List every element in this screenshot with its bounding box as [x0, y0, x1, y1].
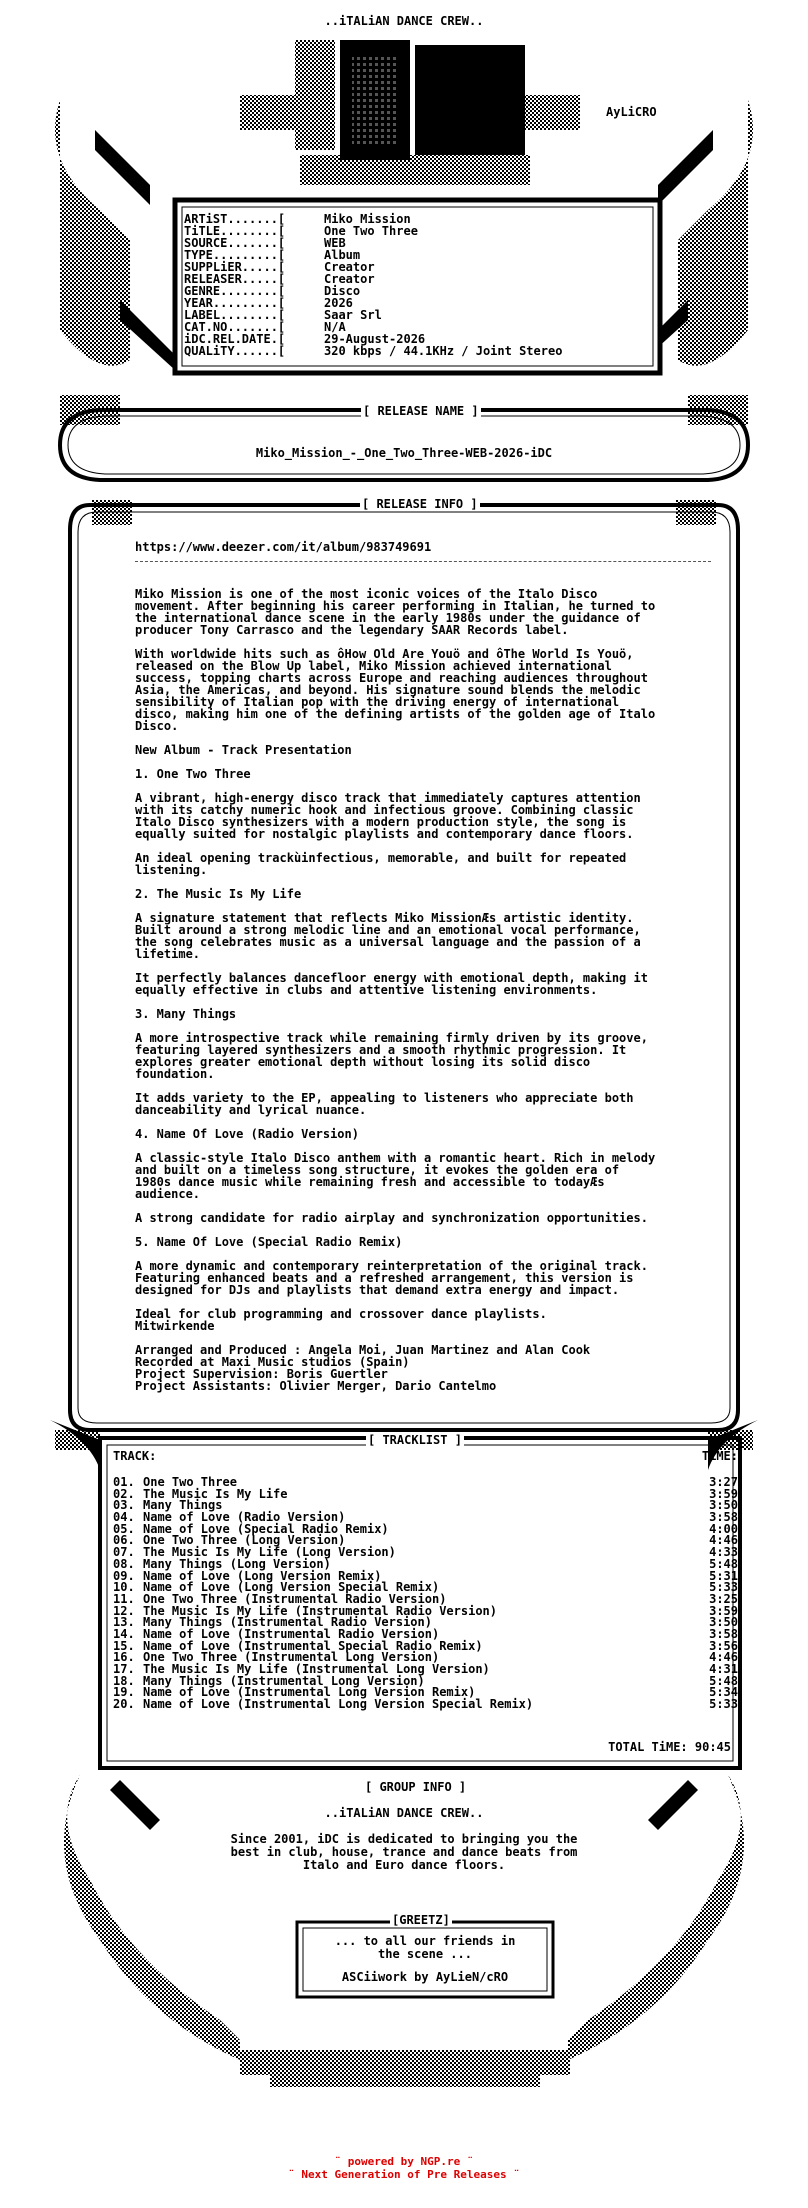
track-number: 10.: [113, 1580, 135, 1595]
track-title: Name of Love (Special Radio Remix): [143, 1521, 389, 1536]
track-number: 06.: [113, 1533, 135, 1548]
description-paragraph: 1. One Two Three: [135, 767, 251, 781]
track-title: Many Things (Instrumental Radio Version): [143, 1615, 432, 1630]
description-paragraph: A classic-style Italo Disco anthem with a romantic heart. Rich in melody and built on a timeless song structure, it evokes the golden era of 1980s dance music while remaining fresh and accessible to todayÆs audience.: [135, 1151, 656, 1201]
info-key: YEAR.........[: [184, 296, 286, 310]
description-paragraph: Miko Mission is one of the most iconic voices of the Italo Disco movement. After beginning his career performing in Italian, he turned to the international dance scene in the early 1980s under the guidance of producer Tony Carrasco and the legendary SAAR Records label.: [135, 587, 656, 637]
release-info-table: [184, 213, 564, 357]
release-description: [135, 588, 715, 1404]
info-value: Album: [324, 248, 361, 262]
info-key: ARTiST.......[: [184, 212, 286, 226]
info-key: QUALiTY......[: [184, 344, 286, 358]
track-title: The Music Is My Life (Instrumental Long Version): [143, 1662, 490, 1676]
description-paragraph: A signature statement that reflects Miko MissionÆs artistic identity. Built around a strong melodic line and an emotional vocal performance, the song celebrates music as a universal language and the passion of a lifetime.: [135, 911, 641, 961]
track-number: 08.: [113, 1556, 135, 1571]
info-key: iDC.REL.DATE.[: [184, 332, 286, 346]
track-number: 12.: [113, 1603, 135, 1618]
track-title: Many Things: [143, 1498, 223, 1513]
info-value: Miko Mission: [324, 212, 411, 226]
track-number: 15.: [113, 1638, 135, 1653]
description-paragraph: It perfectly balances dancefloor energy with emotional depth, making it equally effective in clubs and attentive listening environments.: [135, 971, 648, 997]
info-key: SOURCE.......[: [184, 236, 286, 250]
info-value: 320 kbps / 44.1KHz / Joint Stereo: [324, 344, 563, 358]
track-number: 09.: [113, 1568, 135, 1583]
release-name-label: [ RELEASE NAME ]: [363, 404, 479, 418]
track-number: 11.: [113, 1591, 135, 1606]
greetz-message: ... to all our friends in the scene ...: [334, 1934, 516, 1961]
description-paragraph: With worldwide hits such as ôHow Old Are Youö and ôThe World Is Youö, released on the Blow Up label, Miko Mission achieved international success, topping charts across Europe and reaching audiences throughout Asia, the Americas, and beyond. His signature sound blends the melodic sensibility of Italian pop with the driving energy of international disco, making him one of the defining artists of the golden age of Italo Disco.: [135, 647, 656, 733]
info-value: 2026: [324, 296, 353, 310]
time-column-header: TiME:: [701, 1449, 738, 1463]
crew-title: ..iTALiAN DANCE CREW..: [324, 14, 484, 28]
group-crew-name: ..iTALiAN DANCE CREW..: [324, 1806, 484, 1820]
info-key: RELEASER.....[: [184, 272, 286, 286]
description-paragraph: Ideal for club programming and crossover dance playlists. Mitwirkende: [135, 1307, 547, 1333]
ascii-credit: ASCiiwork by AyLieN/cRO: [341, 1970, 509, 1984]
track-row: [113, 1699, 738, 1711]
track-time: 5:33: [709, 1580, 738, 1595]
track-time: 3:58: [709, 1626, 738, 1641]
description-paragraph: A strong candidate for radio airplay and synchronization opportunities.: [135, 1211, 648, 1225]
info-value: 29-August-2026: [324, 332, 426, 346]
description-paragraph: 5. Name Of Love (Special Radio Remix): [135, 1235, 403, 1249]
release-info-label: [ RELEASE INFO ]: [362, 497, 478, 511]
track-title: Many Things (Long Version): [143, 1556, 331, 1571]
track-time: 3:50: [709, 1615, 738, 1630]
info-row: [184, 345, 564, 357]
description-paragraph: 2. The Music Is My Life: [135, 887, 302, 901]
track-time: 5:33: [709, 1697, 738, 1712]
info-key: TYPE.........[: [184, 248, 286, 262]
track-column-header: TRACK:: [113, 1449, 157, 1463]
greetz-label: [GREETZ]: [392, 1913, 450, 1927]
tracklist: [113, 1477, 738, 1711]
info-key: TiTLE........[: [184, 224, 286, 238]
description-paragraph: A more dynamic and contemporary reinterpretation of the original track. Featuring enhanced beats and a refreshed arrangement, this version is designed for DJs and playlists that demand extra energy and impact.: [135, 1259, 648, 1297]
track-number: 20.: [113, 1697, 135, 1712]
track-number: 07.: [113, 1545, 135, 1560]
artist-tag: AyLiCRO: [606, 105, 657, 119]
info-value: Saar Srl: [324, 308, 382, 322]
album-url[interactable]: https://www.deezer.com/it/album/983749691: [135, 540, 432, 554]
idc-logo-art: [240, 40, 580, 185]
track-title: Name of Love (Instrumental Special Radio Remix): [143, 1638, 483, 1653]
footer-tagline: ¨ Next Generation of Pre Releases ¨: [288, 2168, 520, 2181]
track-title: The Music Is My Life (Instrumental Radio Version): [143, 1603, 498, 1618]
info-key: GENRE........[: [184, 284, 286, 298]
description-paragraph: A more introspective track while remaining firmly driven by its groove, featuring layered synthesizers and a smooth rhythmic progression. It explores greater emotional depth without losing its solid disco foundation.: [135, 1031, 648, 1081]
track-number: 13.: [113, 1615, 135, 1630]
track-title: Name of Love (Instrumental Long Version Remix): [143, 1685, 476, 1700]
track-time: 5:48: [709, 1556, 738, 1571]
track-title: Name of Love (Long Version Special Remix): [143, 1580, 440, 1595]
track-time: 4:46: [709, 1650, 738, 1665]
footer-powered-by[interactable]: ¨ powered by NGP.re ¨: [334, 2155, 474, 2168]
track-title: Name of Love (Long Version Remix): [143, 1568, 382, 1583]
track-time: 3:59: [709, 1603, 738, 1618]
track-time: 3:50: [709, 1498, 738, 1513]
track-number: 05.: [113, 1521, 135, 1536]
info-key: SUPPLiER.....[: [184, 260, 286, 274]
track-time: 5:48: [709, 1673, 738, 1688]
track-number: 04.: [113, 1510, 135, 1525]
track-title: One Two Three (Instrumental Radio Version): [143, 1591, 447, 1606]
track-time: 3:58: [709, 1510, 738, 1525]
description-paragraph: 3. Many Things: [135, 1007, 237, 1021]
track-number: 14.: [113, 1626, 135, 1641]
description-paragraph: A vibrant, high-energy disco track that immediately captures attention with its catchy numeric hook and infectious groove. Combining classic Italo Disco synthesizers with a modern production style, the song is equally suited for nostalgic playlists and contemporary dance floors.: [135, 791, 641, 841]
track-title: Name of Love (Instrumental Radio Version): [143, 1626, 440, 1641]
track-title: The Music Is My Life: [143, 1486, 288, 1501]
description-paragraph: It adds variety to the EP, appealing to listeners who appreciate both danceability and lyrical nuance.: [135, 1091, 634, 1117]
track-title: One Two Three (Instrumental Long Version): [143, 1650, 440, 1665]
tracklist-header: [113, 1450, 738, 1462]
info-value: One Two Three: [324, 224, 418, 238]
divider: [135, 561, 711, 562]
greetz: [300, 1935, 550, 1984]
track-time: 4:46: [709, 1533, 738, 1548]
info-value: WEB: [324, 236, 346, 250]
info-key: CAT.NO.......[: [184, 320, 286, 334]
track-number: 02.: [113, 1486, 135, 1501]
track-title: Name of Love (Radio Version): [143, 1510, 346, 1525]
track-number: 19.: [113, 1685, 135, 1700]
track-number: 03.: [113, 1498, 135, 1513]
track-time: 5:31: [709, 1568, 738, 1583]
track-time: 5:34: [709, 1685, 738, 1700]
track-number: 16.: [113, 1650, 135, 1665]
track-number: 01.: [113, 1475, 135, 1489]
track-time: 4:33: [709, 1545, 738, 1560]
description-paragraph: 4. Name Of Love (Radio Version): [135, 1127, 359, 1141]
info-value: N/A: [324, 320, 346, 334]
info-value: Creator: [324, 272, 375, 286]
info-key: LABEL........[: [184, 308, 286, 322]
track-time: 3:25: [709, 1591, 738, 1606]
description-paragraph: New Album - Track Presentation: [135, 743, 352, 757]
group-info: [0, 1807, 808, 1872]
track-time: 4:00: [709, 1521, 738, 1536]
track-title: One Two Three: [143, 1475, 237, 1489]
track-number: 17.: [113, 1662, 135, 1676]
track-time: 3:27: [709, 1475, 738, 1489]
group-info-label: [ GROUP INFO ]: [365, 1780, 467, 1794]
track-title: One Two Three (Long Version): [143, 1533, 346, 1548]
track-title: The Music Is My Life (Long Version): [143, 1545, 396, 1560]
info-value: Disco: [324, 284, 361, 298]
total-time: TOTAL TiME: 90:45: [608, 1740, 731, 1754]
track-title: Name of Love (Instrumental Long Version Special Remix): [143, 1697, 534, 1712]
description-paragraph: An ideal opening trackùinfectious, memorable, and built for repeated listening.: [135, 851, 627, 877]
track-time: 4:31: [709, 1662, 738, 1676]
tracklist-label: [ TRACKLIST ]: [368, 1433, 462, 1447]
track-time: 3:59: [709, 1486, 738, 1501]
track-number: 18.: [113, 1673, 135, 1688]
track-time: 3:56: [709, 1638, 738, 1653]
info-value: Creator: [324, 260, 375, 274]
release-name: Miko_Mission_-_One_Two_Three-WEB-2026-iDC: [255, 446, 553, 460]
description-paragraph: Arranged and Produced : Angela Moi, Juan Martinez and Alan Cook Recorded at Maxi Music studios (Spain) Project Supervision: Boris Guertler Project Assistants: Olivier Merger, Dario Cantelmo: [135, 1343, 591, 1393]
group-description: Since 2001, iDC is dedicated to bringing you the best in club, house, trance and dance beats from Italo and Euro dance floors.: [230, 1832, 578, 1872]
footer: [0, 2155, 808, 2181]
track-title: Many Things (Instrumental Long Version): [143, 1673, 425, 1688]
